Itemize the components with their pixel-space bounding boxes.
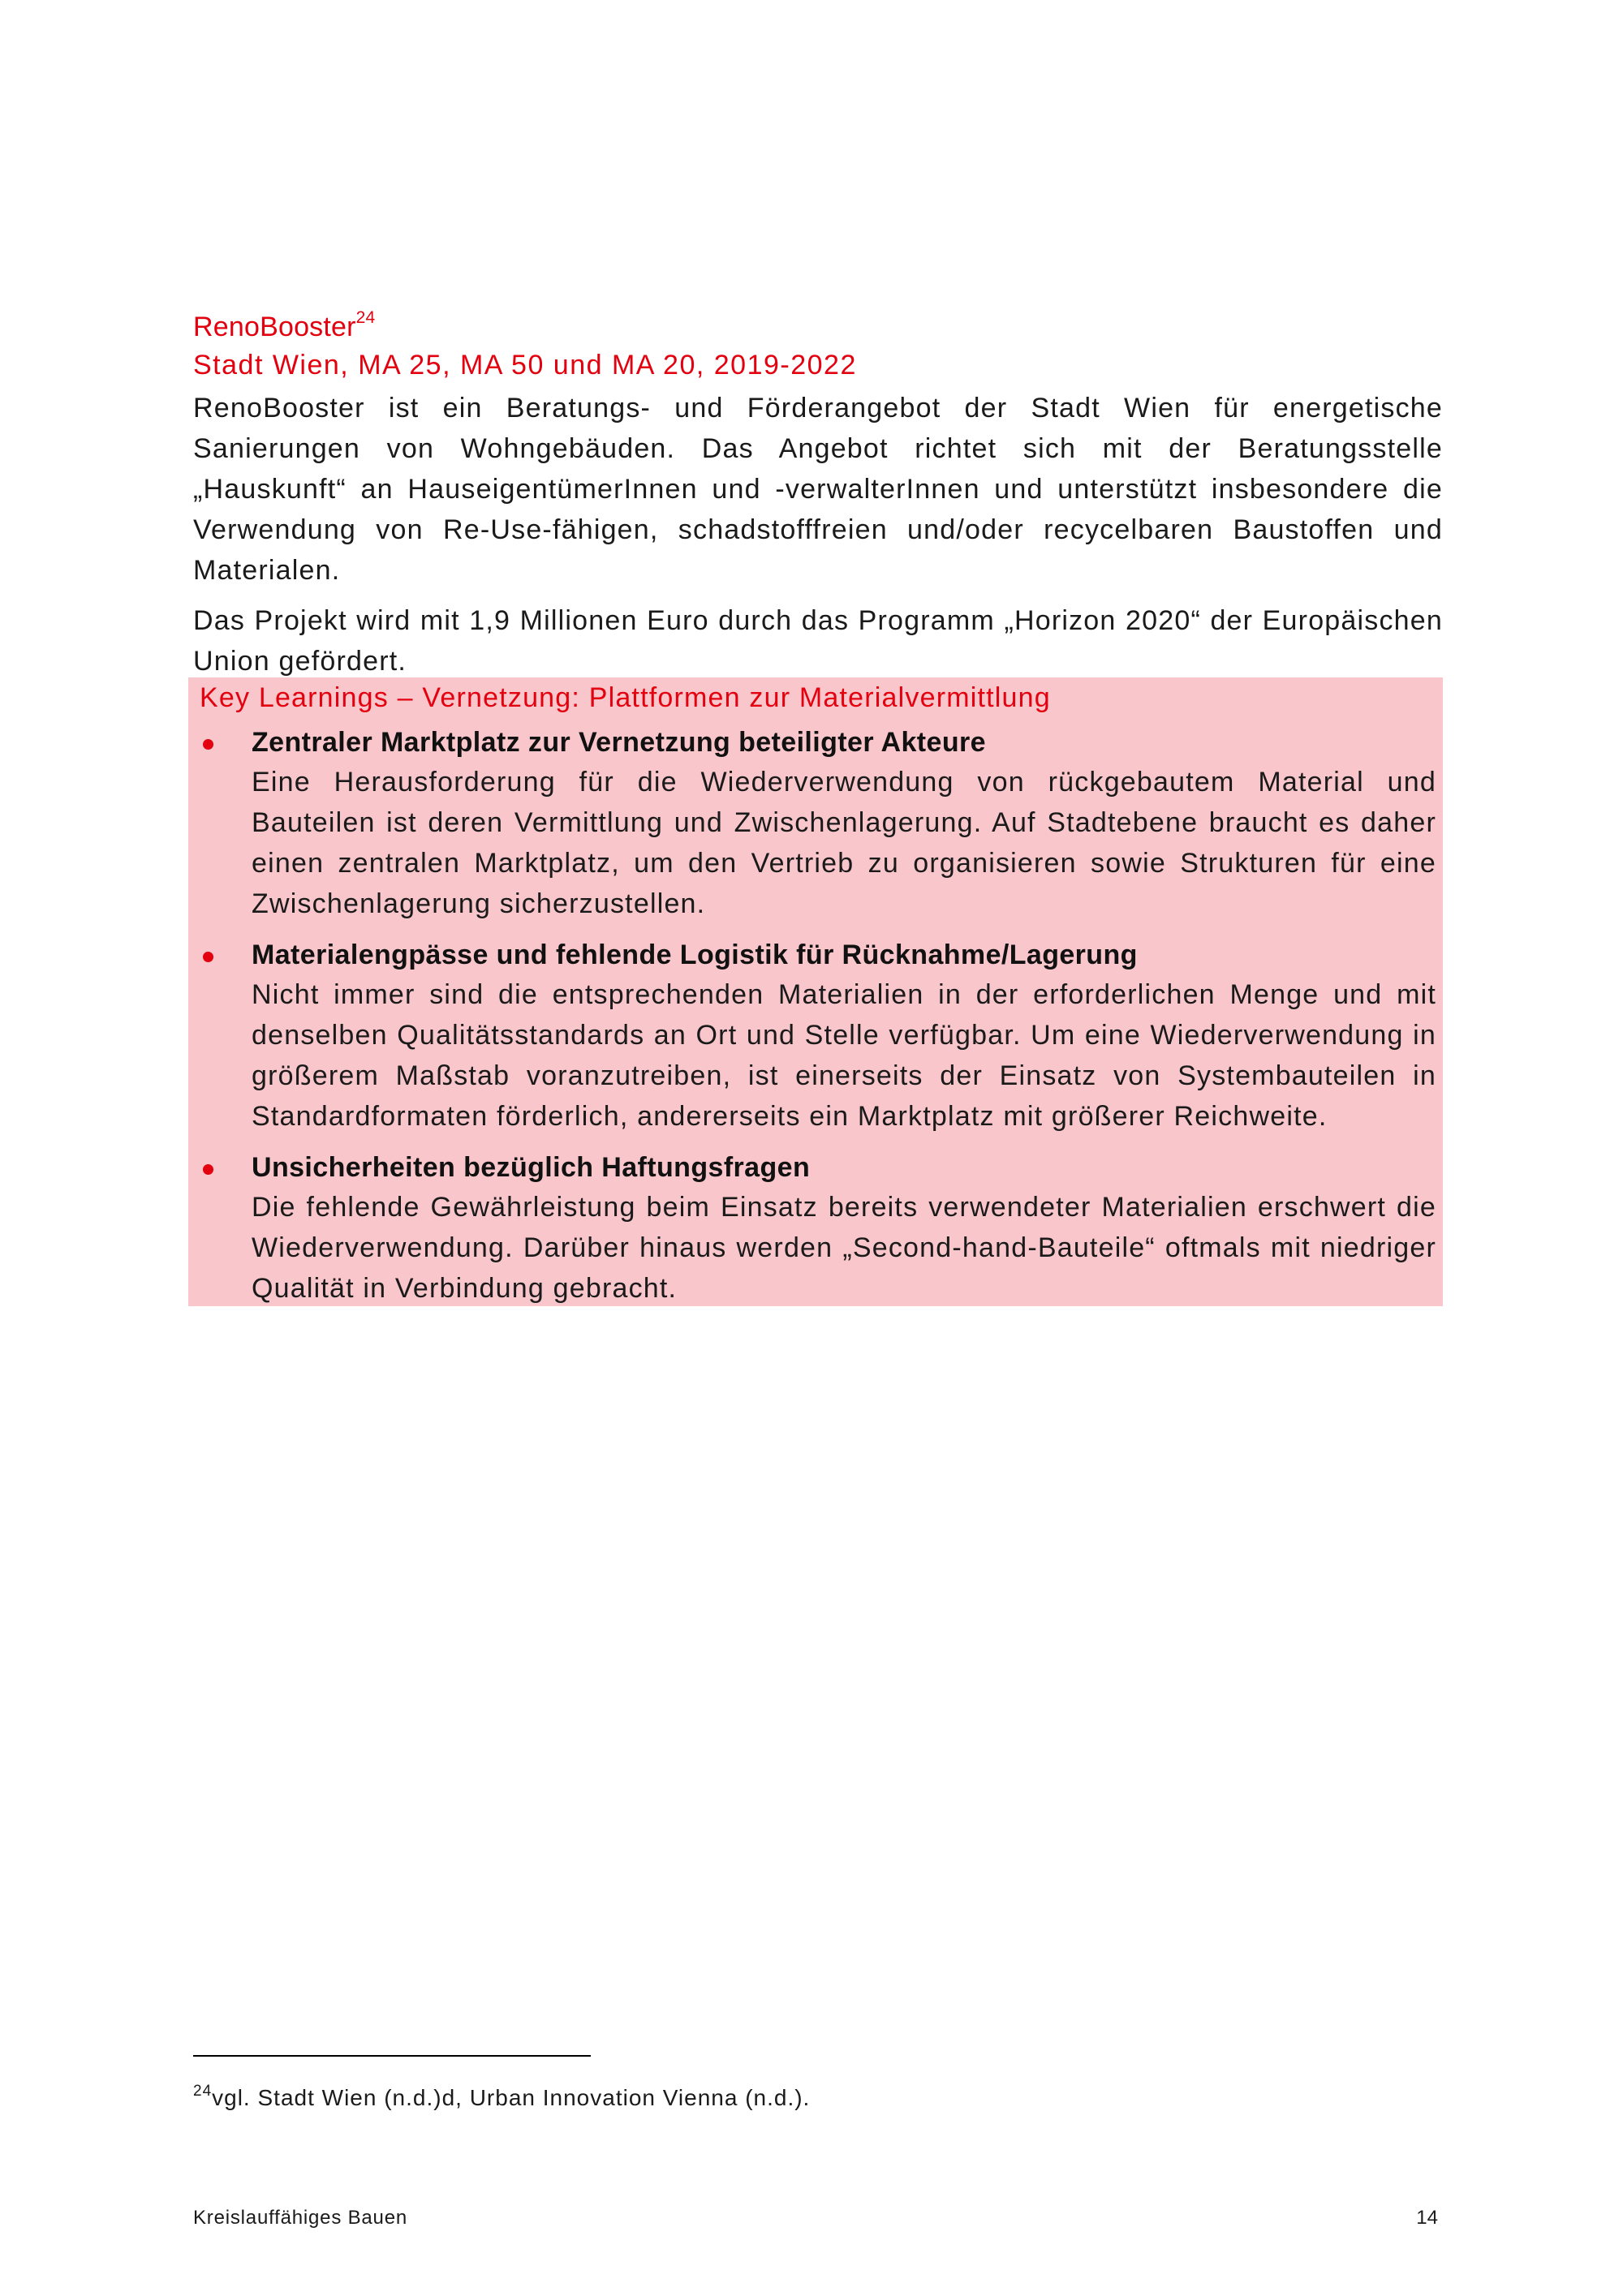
footer-page-number: 14 bbox=[1416, 2207, 1438, 2229]
key-learning-title: Unsicherheiten bezüglich Haftungsfragen bbox=[252, 1152, 811, 1183]
bullet-icon bbox=[203, 739, 213, 750]
footnote bbox=[193, 2082, 810, 2114]
key-learning-text: Die fehlende Gewährleistung beim Einsatz bereits verwendeter Materialien erschwert die Wiederverwendung. Darüber hinaus werden „Second-hand-Bauteile“ oftmals mit niedriger Qualität in Verbindung gebracht. bbox=[252, 1192, 1436, 1304]
key-learnings-list bbox=[195, 723, 1436, 1309]
key-learning-item bbox=[195, 723, 1436, 924]
project-description-paragraph: RenoBooster ist ein Beratungs- und Förderangebot der Stadt Wien für energetische Sanierungen von Wohngebäuden. Das Angebot richtet sich mit der Beratungsstelle „Hauskunft“ an HauseigentümerInnen und -verwalterInnen und unterstützt insbesondere die Verwendung von Re-Use-fähigen, schadstofffreien und/oder recycelbaren Baustoffen und Materialen. bbox=[193, 393, 1443, 586]
project-title bbox=[193, 308, 1443, 346]
bullet-icon bbox=[203, 1164, 213, 1175]
key-learnings-label: Key Learnings bbox=[200, 682, 389, 713]
footer-document-title: Kreislauffähiges Bauen bbox=[193, 2207, 407, 2229]
bullet-icon bbox=[203, 952, 213, 962]
project-funding-paragraph: Das Projekt wird mit 1,9 Millionen Euro durch das Programm „Horizon 2020“ der Europäischen Union gefördert. bbox=[193, 605, 1443, 677]
footnote-reference[interactable]: 24 bbox=[355, 308, 376, 327]
key-learnings-box bbox=[188, 677, 1443, 1306]
key-learning-title: Zentraler Marktplatz zur Vernetzung beteiligter Akteure bbox=[252, 727, 986, 758]
footnote-divider bbox=[193, 2055, 591, 2057]
footnote-text: vgl. Stadt Wien (n.d.)d, Urban Innovation Vienna (n.d.). bbox=[212, 2085, 811, 2110]
key-learnings-separator: – bbox=[388, 682, 423, 713]
key-learning-text: Eine Herausforderung für die Wiederverwendung von rückgebautem Material und Bauteilen ist deren Vermittlung und Zwischenlagerung. Auf Stadtebene braucht es daher einen zentralen Marktplatz, um den Vertrieb zu organisieren sowie Strukturen für eine Zwischenlagerung sicherzustellen. bbox=[252, 767, 1436, 919]
project-section bbox=[193, 308, 1443, 691]
project-title-text: RenoBooster bbox=[193, 312, 356, 342]
footnote-number: 24 bbox=[193, 2083, 213, 2100]
key-learning-item bbox=[195, 1148, 1436, 1309]
key-learnings-topic: Vernetzung: Plattformen zur Materialvermittlung bbox=[422, 682, 1051, 713]
key-learning-item bbox=[195, 935, 1436, 1137]
project-subtitle: Stadt Wien, MA 25, MA 50 und MA 20, 2019-2022 bbox=[193, 350, 857, 381]
key-learning-title: Materialengpässe und fehlende Logistik für Rücknahme/Lagerung bbox=[252, 939, 1138, 970]
key-learnings-heading bbox=[195, 677, 1436, 718]
key-learning-text: Nicht immer sind die entsprechenden Materialien in der erforderlichen Menge und mit denselben Qualitätsstandards an Ort und Stelle verfügbar. Um eine Wiederverwendung in größerem Maßstab voranzutreiben, ist einerseits der Einsatz von Systembauteilen in Standardformaten förderlich, andererseits ein Marktplatz mit größerer Reichweite. bbox=[252, 979, 1436, 1132]
